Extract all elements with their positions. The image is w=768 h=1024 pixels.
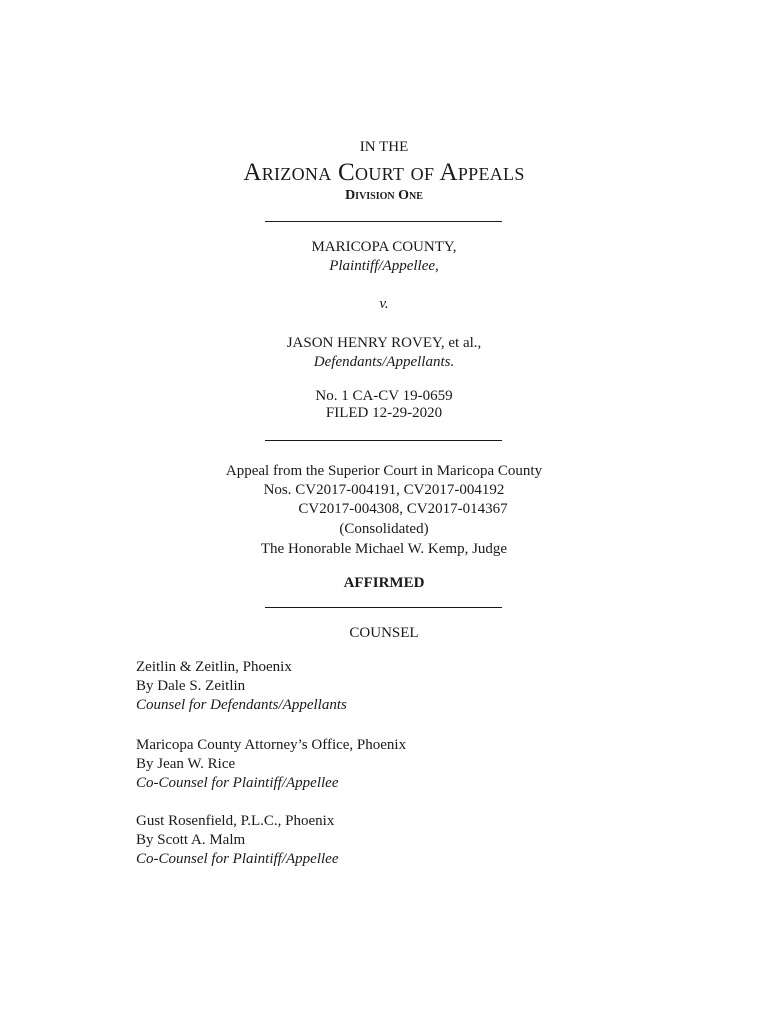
counsel-firm: Maricopa County Attorney’s Office, Phoenix <box>136 737 407 753</box>
divider-rule-1 <box>265 221 502 222</box>
counsel-attorney: By Jean W. Rice <box>136 756 236 772</box>
in-the-line: IN THE <box>359 139 409 155</box>
defendant-role: Defendants/Appellants. <box>313 354 455 370</box>
appeal-from-line: Appeal from the Superior Court in Maricopa County <box>225 463 543 479</box>
division-name: Division One <box>345 188 423 203</box>
divider-rule-3 <box>265 607 502 608</box>
counsel-attorney: By Scott A. Malm <box>136 832 246 848</box>
filed-date: FILED 12-29-2020 <box>325 405 443 421</box>
counsel-role: Co-Counsel for Plaintiff/Appellee <box>136 775 339 791</box>
defendant-name: JASON HENRY ROVEY, et al., <box>286 335 482 351</box>
counsel-role: Co-Counsel for Plaintiff/Appellee <box>136 851 339 867</box>
disposition: AFFIRMED <box>343 575 425 591</box>
court-name: Arizona Court of Appeals <box>243 159 525 186</box>
plaintiff-name: MARICOPA COUNTY, <box>311 239 457 255</box>
counsel-role: Counsel for Defendants/Appellants <box>136 697 347 713</box>
counsel-firm: Gust Rosenfield, P.L.C., Phoenix <box>136 813 335 829</box>
trial-judge: The Honorable Michael W. Kemp, Judge <box>260 541 508 557</box>
counsel-attorney: By Dale S. Zeitlin <box>136 678 246 694</box>
counsel-heading: COUNSEL <box>349 625 419 641</box>
counsel-entry-1 <box>136 658 347 715</box>
counsel-entry-2 <box>136 736 406 793</box>
counsel-entry-3 <box>136 812 338 869</box>
divider-rule-2 <box>265 440 502 441</box>
versus-label: v. <box>379 296 389 312</box>
counsel-firm: Zeitlin & Zeitlin, Phoenix <box>136 659 292 675</box>
case-number: No. 1 CA-CV 19-0659 <box>315 388 453 404</box>
plaintiff-role: Plaintiff/Appellee, <box>329 258 439 274</box>
consolidated-note: (Consolidated) <box>339 521 429 537</box>
trial-case-numbers-1: Nos. CV2017-004191, CV2017-004192 <box>263 482 505 498</box>
trial-case-numbers-2: CV2017-004308, CV2017-014367 <box>298 501 508 517</box>
